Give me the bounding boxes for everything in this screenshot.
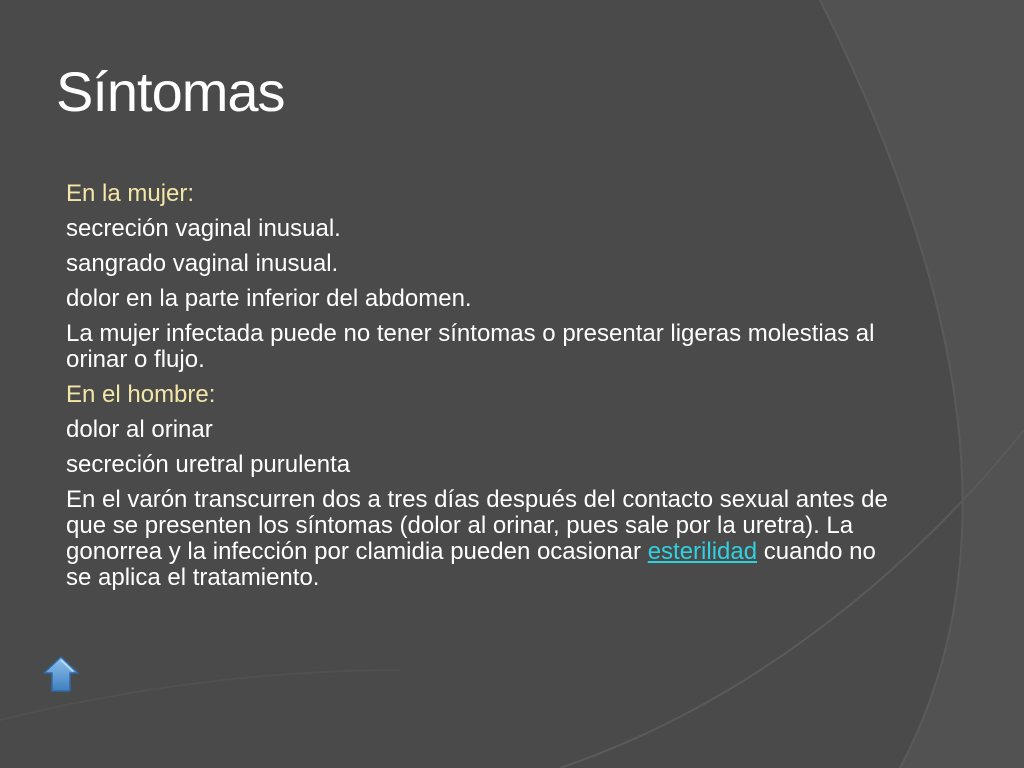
home-arrow-up-icon xyxy=(42,655,80,693)
woman-heading: En la mujer: xyxy=(66,180,195,207)
woman-note: La mujer infectada puede no tener síntomas o presentar ligeras molestias al orinar o flujo. xyxy=(66,320,875,373)
slide-title: Síntomas xyxy=(56,60,285,123)
woman-symptom: secreción vaginal inusual. xyxy=(66,215,341,242)
man-symptom: secreción uretral purulenta xyxy=(66,451,351,478)
slide-body xyxy=(66,181,896,600)
final-paragraph-text-end: cuando no se aplica el tratamiento. xyxy=(66,538,876,591)
home-nav-button[interactable] xyxy=(42,655,80,693)
woman-symptom: dolor en la parte inferior del abdomen. xyxy=(66,285,472,312)
final-paragraph xyxy=(66,487,896,591)
man-symptom: dolor al orinar xyxy=(66,416,213,443)
esterilidad-link[interactable]: esterilidad xyxy=(647,538,758,565)
final-paragraph-text: En el varón transcurren dos a tres días después del contacto sexual antes de que se presenten los síntomas (dolor al orinar, pues sale por la uretra). La gonorrea y la infección por clamidia pueden ocasionar xyxy=(66,486,888,565)
man-heading: En el hombre: xyxy=(66,381,216,408)
woman-symptom: sangrado vaginal inusual. xyxy=(66,250,339,277)
